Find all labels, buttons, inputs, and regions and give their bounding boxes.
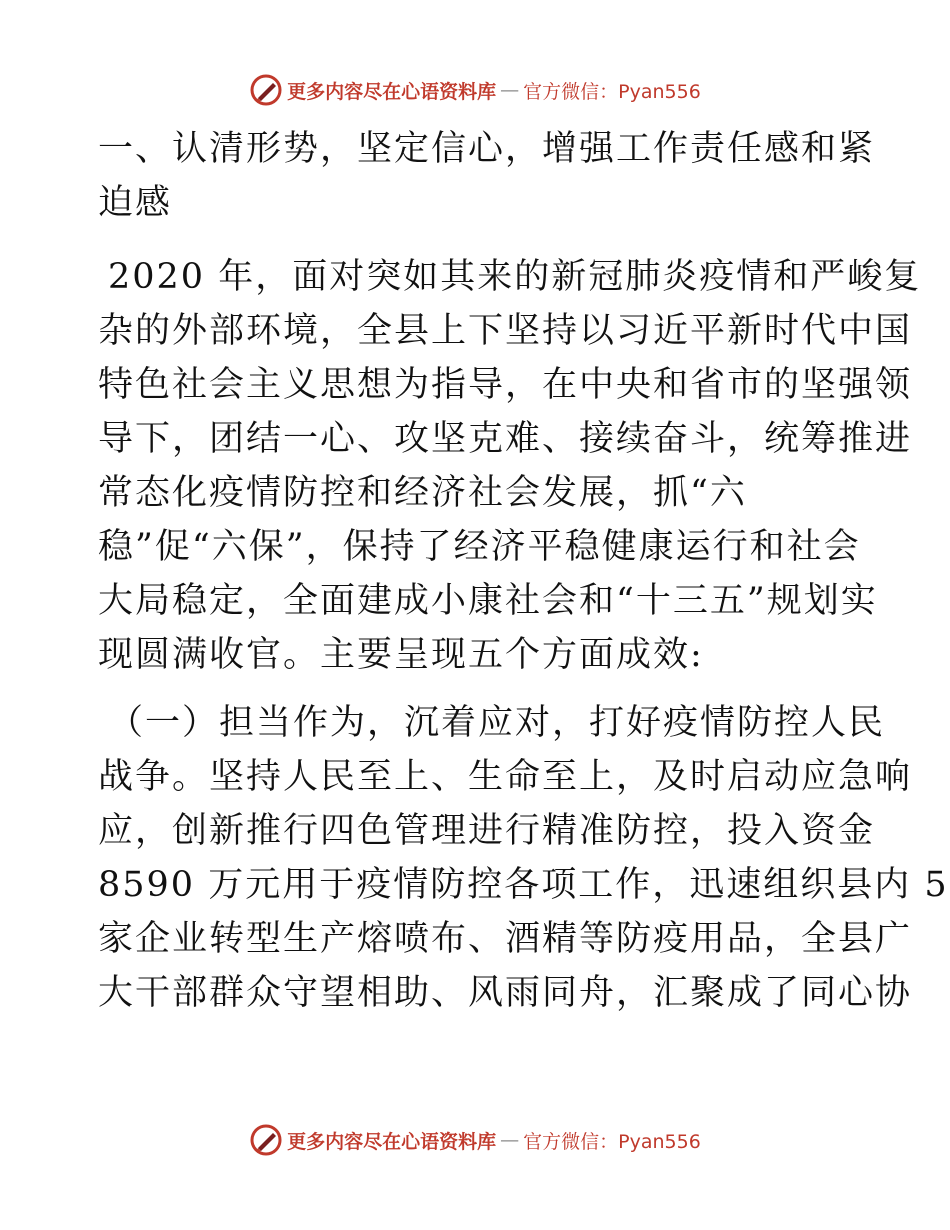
- watermark-separator: —: [500, 1129, 520, 1151]
- document-body: [98, 122, 949, 1020]
- paragraph1-line-8: 现圆满收官。主要呈现五个方面成效:: [98, 635, 704, 675]
- paragraph1-line-2: 杂的外部环境，全县上下坚持以习近平新时代中国: [98, 311, 913, 351]
- section-heading-line-2: 迫感: [98, 183, 173, 223]
- paragraph2-line-6: 大干部群众守望相助、风雨同舟，汇聚成了同心协: [98, 973, 913, 1013]
- paragraph1-line-6: 稳”促“六保”，保持了经济平稳健康运行和社会: [98, 527, 861, 567]
- pen-logo-icon: [249, 73, 283, 107]
- paragraph2-line-4: 8590 万元用于疫情防控各项工作，迅速组织县内 5: [98, 865, 949, 905]
- paragraph1-line-7: 大局稳定，全面建成小康社会和“十三五”规划实: [98, 581, 878, 621]
- pen-logo-icon: [249, 1123, 283, 1157]
- paragraph2-line-3: 应，创新推行四色管理进行精准防控，投入资金: [98, 811, 876, 851]
- section-heading-line-1: 一、认清形势，坚定信心，增强工作责任感和紧: [98, 129, 876, 169]
- watermark-footer: [0, 1120, 950, 1160]
- watermark-site-text: 更多内容尽在心语资料库: [287, 80, 497, 103]
- paragraph1-line-4: 导下，团结一心、攻坚克难、接续奋斗，统筹推进: [98, 419, 913, 459]
- watermark-contact: 官方微信：Pyan556: [523, 80, 701, 103]
- paragraph2-line-1: （一）担当作为，沉着应对，打好疫情防控人民: [108, 703, 886, 743]
- watermark-separator: —: [500, 79, 520, 101]
- paragraph1-line-3: 特色社会主义思想为指导，在中央和省市的坚强领: [98, 365, 913, 405]
- paragraph2-line-2: 战争。坚持人民至上、生命至上，及时启动应急响: [98, 757, 913, 797]
- watermark-site-text: 更多内容尽在心语资料库: [287, 1130, 497, 1153]
- watermark-contact: 官方微信：Pyan556: [523, 1130, 701, 1153]
- paragraph2-line-5: 家企业转型生产熔喷布、酒精等防疫用品，全县广: [98, 919, 913, 959]
- paragraph1-line-5: 常态化疫情防控和经济社会发展，抓“六: [98, 473, 747, 513]
- watermark-header: [0, 70, 950, 110]
- paragraph1-line-1: 2020 年，面对突如其来的新冠肺炎疫情和严峻复: [108, 257, 922, 297]
